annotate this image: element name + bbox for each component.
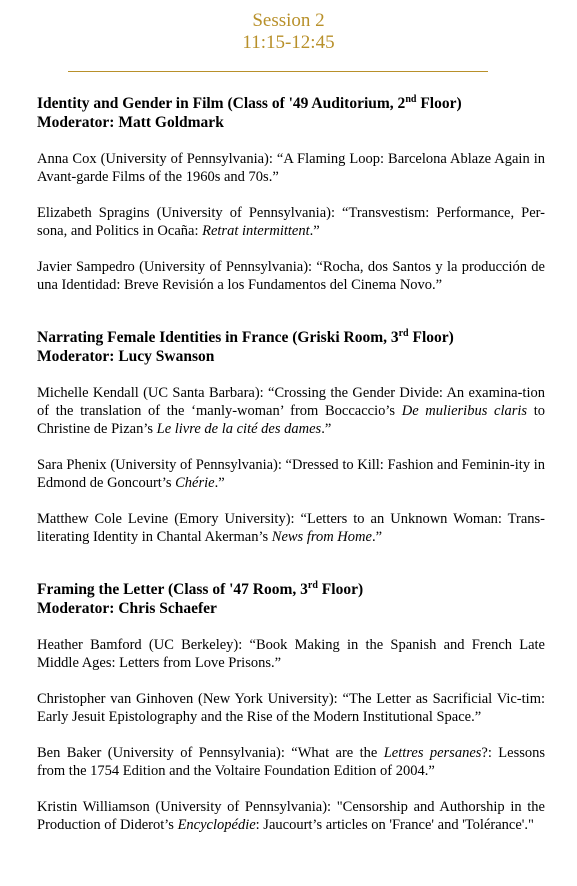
paper-list: [37, 384, 545, 546]
session-time: 11:15-12:45: [242, 32, 335, 53]
session-title-text: Framing the Letter (Class of '47 Room, 3: [37, 581, 308, 598]
session-label: Session 2: [252, 10, 325, 31]
paper-text: Javier Sampedro (University of Pennsylvania): “Rocha, dos Santos y la producción de una Identidad: Breve Revisión a los Fundamentos del Cinema Novo.”: [37, 259, 545, 293]
paper-work-title: News from Home: [271, 529, 372, 545]
paper-list: [37, 636, 545, 834]
paper-work-title: Chérie: [175, 475, 215, 491]
paper-text: Matthew Cole Levine (Emory University): “Letters to an Unknown Woman: Trans-literating Identity in Chantal Akerman’s: [37, 511, 545, 545]
paper-work-title: Lettres persanes: [383, 745, 482, 761]
paper-entry: [37, 384, 545, 438]
paper-entry: [37, 636, 545, 672]
session-title-floor: Floor): [317, 581, 364, 598]
paper-work-title: De mulieribus claris: [401, 403, 528, 419]
paper-work-title: Le livre de la cité des dames: [156, 421, 322, 437]
paper-text: Kristin Williamson (University of Pennsylvania): "Censorship and Authorship in the Production of Diderot’s: [37, 799, 545, 833]
paper-entry: [37, 204, 545, 240]
paper-text: Elizabeth Spragins (University of Pennsylvania): “Transvestism: Performance, Per-sona, and Politics in Ocaña:: [37, 205, 545, 239]
floor-ordinal: rd: [398, 327, 409, 339]
paper-text: ?: Lessons from the 1754 Edition and the Voltaire Foundation Edition of 2004.”: [37, 745, 546, 779]
paper-text: .”: [321, 421, 332, 437]
session-block: [37, 94, 545, 294]
paper-text: Michelle Kendall (UC Santa Barbara): “Crossing the Gender Divide: An examina-tion of the translation of the ‘manly-woman’ from Boccaccio’s: [37, 385, 545, 419]
session-moderator: Moderator: Chris Schaefer: [37, 600, 217, 617]
paper-text: Sara Phenix (University of Pennsylvania): “Dressed to Kill: Fashion and Feminin-ity in Edmond de Goncourt’s: [37, 457, 545, 491]
session-list: [37, 94, 545, 868]
session-title-text: Identity and Gender in Film (Class of '49 Auditorium, 2: [37, 95, 406, 112]
paper-text: .”: [309, 223, 320, 239]
paper-text: .”: [214, 475, 225, 491]
paper-work-title: Retrat intermittent: [202, 223, 310, 239]
session-title-text: Narrating Female Identities in France (Griski Room, 3: [37, 329, 399, 346]
session-title: [37, 94, 545, 132]
session-title: [37, 328, 545, 366]
paper-entry: [37, 690, 545, 726]
paper-entry: [37, 798, 545, 834]
header-divider: [68, 71, 488, 72]
paper-text: Christopher van Ginhoven (New York University): “The Letter as Sacrificial Vic-tim: Early Jesuit Epistolography and the Rise of the Modern Institutional Space.”: [37, 691, 545, 725]
paper-list: [37, 150, 545, 294]
session-block: [37, 580, 545, 834]
session-title: [37, 580, 545, 618]
session-title-floor: Floor): [416, 95, 462, 112]
paper-text: .”: [371, 529, 382, 545]
paper-entry: [37, 456, 545, 492]
paper-work-title: Encyclopédie: [177, 817, 256, 833]
paper-entry: [37, 150, 545, 186]
paper-entry: [37, 510, 545, 546]
floor-ordinal: rd: [307, 579, 318, 591]
paper-text: Heather Bamford (UC Berkeley): “Book Making in the Spanish and French Late Middle Ages: Letters from Love Prisons.”: [37, 637, 545, 671]
paper-entry: [37, 258, 545, 294]
paper-text: : Jaucourt’s articles on 'France' and 'Tolérance'.": [255, 817, 534, 833]
paper-entry: [37, 744, 545, 780]
session-title-floor: Floor): [408, 329, 454, 346]
paper-text: Anna Cox (University of Pennsylvania): “A Flaming Loop: Barcelona Ablaze Again in Avant-garde Films of the 1960s and 70s.”: [37, 151, 545, 185]
session-moderator: Moderator: Matt Goldmark: [37, 114, 224, 131]
session-moderator: Moderator: Lucy Swanson: [37, 348, 215, 365]
paper-text: Ben Baker (University of Pennsylvania): “What are the: [37, 745, 384, 761]
session-block: [37, 328, 545, 546]
session-header: [0, 10, 577, 54]
floor-ordinal: nd: [405, 93, 417, 105]
paper-text: to Christine de Pizan’s: [37, 403, 545, 437]
